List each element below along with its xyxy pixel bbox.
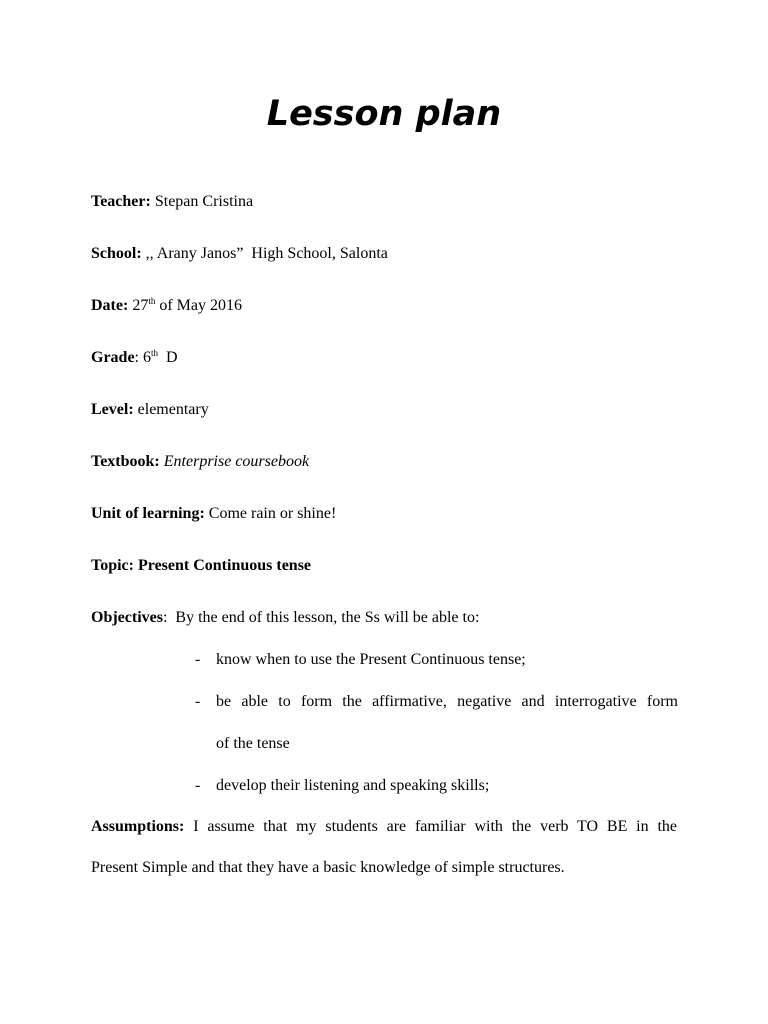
school-value: ,, Arany Janos” High School, Salonta (145, 245, 388, 262)
textbook-line (91, 451, 309, 473)
grade-suffix: th (151, 348, 159, 358)
level-label: Level: (91, 401, 134, 418)
objective-item: be able to form the affirmative, negative and interrogative form (216, 693, 678, 710)
assumptions-line (91, 816, 677, 838)
grade-label: Grade (91, 349, 135, 366)
grade-line (91, 347, 178, 369)
teacher-value: Stepan Cristina (154, 193, 254, 210)
bullet-marker: - (195, 651, 201, 668)
textbook-value: Enterprise coursebook (163, 453, 310, 470)
date-suffix: th (148, 296, 156, 306)
date-line (91, 295, 242, 317)
grade-class: D (158, 349, 178, 366)
objectives-intro: : By the end of this lesson, the Ss will be able to: (162, 609, 480, 626)
objective-item: develop their listening and speaking skills; (216, 777, 490, 794)
date-label: Date: (91, 297, 129, 314)
objective-item-continued: of the tense (216, 735, 290, 752)
level-value: elementary (137, 401, 209, 418)
assumptions-label: Assumptions: (91, 818, 185, 835)
bullet-marker: - (195, 777, 201, 794)
objectives-label: Objectives (91, 609, 163, 626)
textbook-label: Textbook: (91, 453, 160, 470)
school-label: School: (91, 245, 142, 262)
grade-number: 6 (143, 349, 151, 366)
objective-item: know when to use the Present Continuous tense; (216, 651, 526, 668)
unit-value: Come rain or shine! (208, 505, 337, 522)
school-line (91, 243, 388, 265)
topic-label: Topic: (91, 557, 134, 574)
level-line (91, 399, 209, 421)
unit-label: Unit of learning: (91, 505, 205, 522)
topic-line (91, 555, 311, 577)
date-day: 27 (132, 297, 149, 314)
objectives-line (91, 607, 479, 629)
topic-value: Present Continuous tense (137, 557, 312, 574)
assumptions-text: I assume that my students are familiar with the verb TO BE in the (193, 818, 678, 835)
teacher-line (91, 191, 253, 213)
teacher-label: Teacher: (91, 193, 151, 210)
bullet-marker: - (195, 693, 201, 710)
grade-colon: : (134, 349, 143, 366)
unit-line (91, 503, 336, 525)
page-title: Lesson plan (266, 94, 502, 134)
date-rest: of May 2016 (155, 297, 242, 314)
assumptions-line-continued: Present Simple and that they have a basic knowledge of simple structures. (91, 859, 565, 876)
